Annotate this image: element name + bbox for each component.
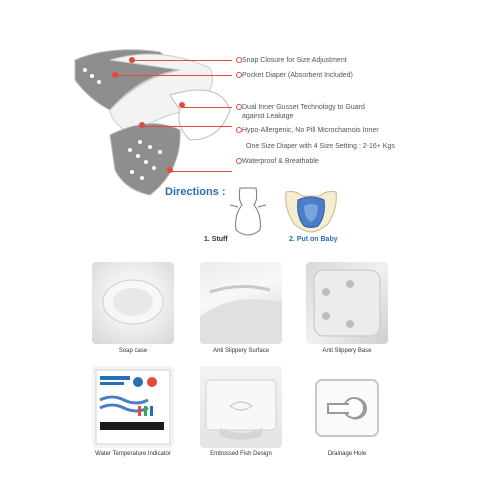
feature-waterproof: Waterproof & Breathable bbox=[242, 157, 319, 166]
drainage-hole-photo bbox=[306, 366, 388, 448]
feature-snap-closure: Snap Closure for Size Adjustment bbox=[242, 56, 347, 65]
caption-anti-slippery-base: Anti Slippery Base bbox=[322, 348, 372, 354]
caption-anti-slippery-surface: Anti Slippery Surface bbox=[212, 348, 270, 354]
caption-embossed-fish-design: Embossed Fish Design bbox=[210, 451, 272, 457]
caption-drainage-hole: Drainage Hole bbox=[327, 451, 367, 457]
caption-soap-case: Soap case bbox=[118, 348, 148, 354]
feature-pocket-diaper: Pocket Diaper (Absorbent Included) bbox=[242, 71, 353, 80]
feature-inner-gusset-cont: against Leakage bbox=[242, 113, 294, 120]
water-temperature-indicator-photo bbox=[92, 366, 174, 448]
directions-title: Directions : bbox=[165, 186, 226, 198]
feature-hypo-allergenic: Hypo-Allergenic, No Pill Microchamois Inner bbox=[242, 126, 379, 135]
feature-inner-gusset: Dual Inner Gusset Technology to Guard bbox=[242, 103, 365, 112]
insert-illustration bbox=[228, 185, 268, 240]
feature-one-size: One Size Diaper with 4 Size Setting : 2-16+ Kgs bbox=[246, 143, 395, 150]
caption-water-temperature-indicator: Water Temperature Indicator bbox=[95, 451, 171, 457]
anti-slippery-base-photo bbox=[306, 262, 388, 344]
baby-diaper-illustration bbox=[282, 188, 340, 234]
diaper-diagram bbox=[70, 40, 240, 200]
embossed-fish-design-photo bbox=[200, 366, 282, 448]
anti-slippery-surface-photo bbox=[200, 262, 282, 344]
soap-case-photo bbox=[92, 262, 174, 344]
step-put-on-baby-label: 2. Put on Baby bbox=[289, 236, 338, 243]
step-stuff-label: 1. Stuff bbox=[204, 236, 228, 243]
